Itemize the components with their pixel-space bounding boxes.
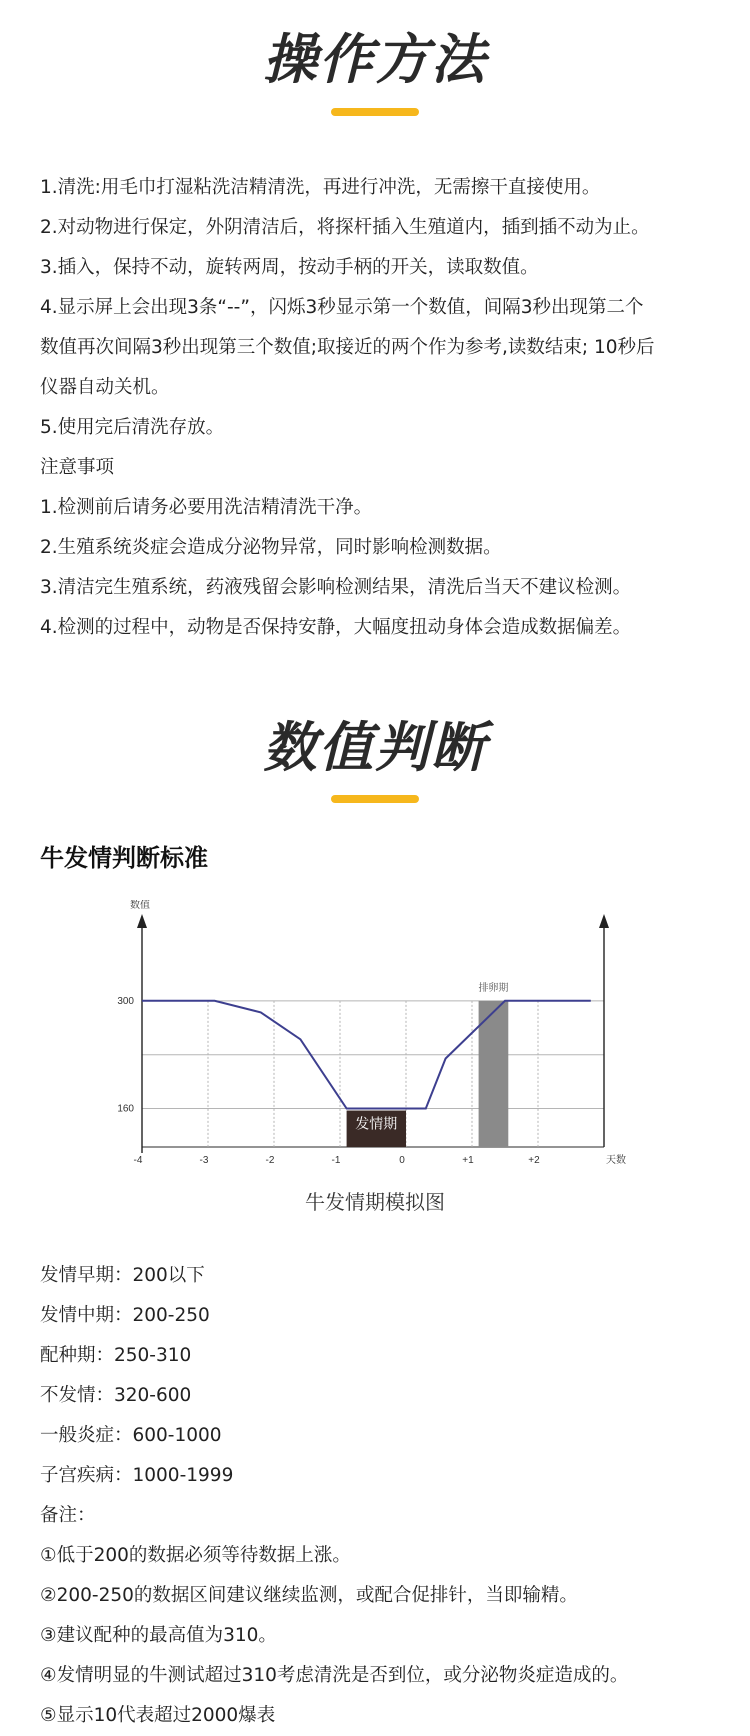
x-tick-label: 0 — [399, 1155, 405, 1166]
operation-instructions — [40, 168, 720, 648]
text-line: 5.使用完后清洗存放。 — [40, 417, 225, 438]
text-line: 发情早期：200以下 — [40, 1265, 205, 1286]
chart-heading: 牛发情判断标准 — [40, 844, 208, 872]
right-axis-arrow — [599, 914, 609, 928]
x-tick-label: -3 — [199, 1155, 209, 1166]
estrus-chart — [110, 900, 650, 1178]
y-axis-label: 数值 — [130, 900, 150, 911]
title-underline — [331, 108, 419, 116]
x-tick-label: +1 — [462, 1155, 474, 1166]
x-tick-label: -1 — [331, 1155, 341, 1166]
text-line: 4.显示屏上会出现3条“--”，闪烁3秒显示第一个数值，间隔3秒出现第二个 — [40, 297, 644, 318]
text-line: 数值再次间隔3秒出现第三个数值;取接近的两个作为参考,读数结束; 10秒后 — [40, 337, 655, 358]
chart-caption: 牛发情期模拟图 — [305, 1190, 445, 1214]
section-title-operation: 操作方法 — [263, 28, 487, 91]
text-line: 3.清洁完生殖系统，药液残留会影响检测结果，清洗后当天不建议检测。 — [40, 577, 632, 598]
text-line: ③建议配种的最高值为310。 — [40, 1625, 277, 1646]
band-label: 排卵期 — [478, 982, 509, 994]
text-line: ①低于200的数据必须等待数据上涨。 — [40, 1545, 351, 1566]
text-line: 发情中期：200-250 — [40, 1305, 210, 1326]
text-line: ④发情明显的牛测试超过310考虑清洗是否到位，或分泌物炎症造成的。 — [40, 1665, 629, 1686]
text-line: 子宫疾病：1000-1999 — [40, 1465, 234, 1486]
text-line: 1.检测前后请务必要用洗洁精清洗干净。 — [40, 497, 373, 518]
section-title-judgement: 数值判断 — [263, 716, 487, 779]
text-line: 注意事项 — [40, 457, 115, 478]
text-line: 3.插入，保持不动，旋转两周，按动手柄的开关，读取数值。 — [40, 257, 539, 278]
x-tick-label: -2 — [265, 1155, 275, 1166]
y-axis-arrow — [137, 914, 147, 928]
text-line: 1.清洗:用毛巾打湿粘洗洁精清洗，再进行冲洗，无需擦干直接使用。 — [40, 177, 601, 198]
text-line: ⑤显示10代表超过2000爆表 — [40, 1705, 276, 1726]
text-line: 2.生殖系统炎症会造成分泌物异常，同时影响检测数据。 — [40, 537, 502, 558]
text-line: 不发情：320-600 — [40, 1385, 192, 1406]
x-tick-label: -4 — [133, 1155, 143, 1166]
x-tick-label: +2 — [528, 1155, 540, 1166]
y-tick-label: 160 — [117, 1103, 134, 1115]
x-axis-label: 天数 — [606, 1155, 626, 1166]
text-line: 2.对动物进行保定，外阴清洁后，将探杆插入生殖道内，插到插不动为止。 — [40, 217, 650, 238]
value-criteria — [40, 1256, 720, 1736]
text-line: 备注： — [40, 1505, 96, 1526]
highlight-label: 发情期 — [355, 1115, 398, 1132]
text-line: 一般炎症：600-1000 — [40, 1425, 222, 1446]
text-line: ②200-250的数据区间建议继续监测，或配合促排针，当即输精。 — [40, 1585, 578, 1606]
text-line: 4.检测的过程中，动物是否保持安静，大幅度扭动身体会造成数据偏差。 — [40, 617, 632, 638]
text-line: 配种期：250-310 — [40, 1345, 192, 1366]
title-underline — [331, 795, 419, 803]
y-tick-label: 300 — [117, 995, 134, 1007]
text-line: 仪器自动关机。 — [40, 377, 170, 398]
